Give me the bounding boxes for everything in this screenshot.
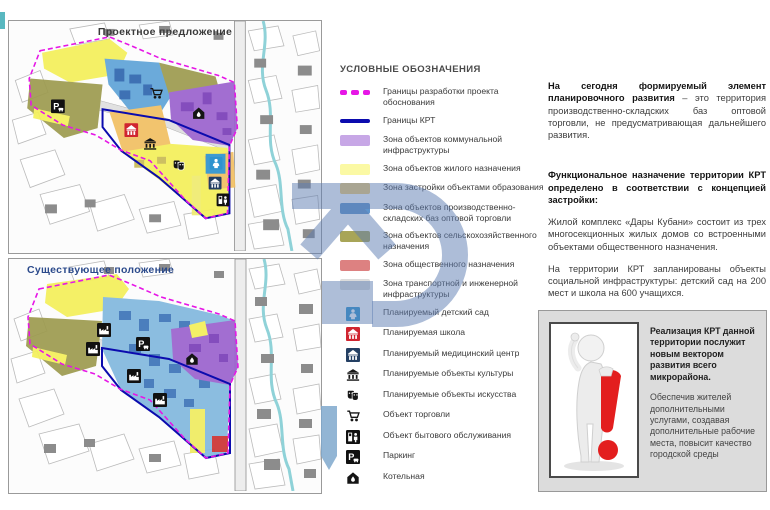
legend-item: Зона объектов коммунальной инфраструктуры xyxy=(340,134,548,156)
area-swatch xyxy=(340,279,370,290)
kindergarten-icon xyxy=(210,157,223,170)
solid-line-swatch xyxy=(340,119,370,123)
legend-item: Зона общественного назначения xyxy=(340,259,548,272)
map-project-proposal xyxy=(8,20,322,254)
factory-icon xyxy=(86,342,100,356)
exclamation-figure xyxy=(551,324,637,476)
map-existing-situation xyxy=(8,258,322,494)
callout-heading: Реализация КРТ данной территории послужит новым вектором развития всего микрорайона. xyxy=(650,326,755,382)
zone-public-red xyxy=(212,436,228,452)
legend-item: Зона объектов сельскохозяйственного назначения xyxy=(340,230,548,252)
art-icon xyxy=(346,389,360,403)
area-swatch xyxy=(340,164,370,175)
area-swatch xyxy=(340,260,370,271)
legend-item: Паркинг xyxy=(340,450,548,464)
callout-image xyxy=(549,322,639,478)
social-paragraph: На территории КРТ запланированы объекты социальной инфраструктуры: детский сад на 200 мест и школа на 600 учащихся. xyxy=(548,263,766,299)
dashed-line-swatch xyxy=(340,87,370,98)
kindergarten-icon xyxy=(346,307,360,321)
callout-box xyxy=(538,310,767,492)
parking-icon xyxy=(51,99,65,113)
parking-icon xyxy=(136,337,150,351)
legend-item: Планируемые объекты культуры xyxy=(340,368,548,382)
culture-icon xyxy=(346,368,360,382)
legend-item: Границы КРТ xyxy=(340,115,548,128)
corner-mark xyxy=(0,12,5,29)
area-swatch xyxy=(340,231,370,242)
legend-item: Планируемый детский сад xyxy=(340,307,548,321)
area-swatch xyxy=(340,135,370,146)
legend-item: Планируемая школа xyxy=(340,327,548,341)
legend-item: Границы разработки проекта обоснования xyxy=(340,86,548,108)
school-icon xyxy=(346,327,360,341)
factory-icon xyxy=(153,393,167,407)
factory-icon xyxy=(97,323,111,337)
school-icon xyxy=(124,123,138,137)
callout-body: Обеспечив жителей дополнительными услугами, создавая дополнительные рабочие места, повысит качество городской среды xyxy=(650,392,756,460)
legend-item: Котельная xyxy=(340,471,548,485)
legend-item: Планируемый медицинский центр xyxy=(340,348,548,362)
area-swatch xyxy=(340,183,370,194)
factory-icon xyxy=(127,369,141,383)
legend-item: Зона объектов жилого назначения xyxy=(340,163,548,176)
legend-item: Зона транспортной и инженерной инфраструктуры xyxy=(340,278,548,300)
intro-paragraph: На сегодня формируемый элемент планировочного развития – это территория производственно-складских баз оптовой торговли, не предусматривающая дальнейшего развития. xyxy=(548,81,766,141)
legend-item: Планируемые объекты искусства xyxy=(340,389,548,403)
legend-title: УСЛОВНЫЕ ОБОЗНАЧЕНИЯ xyxy=(340,64,481,75)
medical-center-icon xyxy=(209,177,222,190)
map-title-proposal: Проектное предложение xyxy=(97,26,233,38)
trade-icon xyxy=(346,409,360,423)
legend-item: Зона объектов производственно-складских баз оптовой торговли xyxy=(340,202,548,224)
decorative-arrow xyxy=(321,406,337,470)
legend-item: Зона застройки объектами образования xyxy=(340,182,548,195)
callout-text xyxy=(650,322,756,480)
medical-center-icon xyxy=(346,348,360,362)
legend-item: Объект торговли xyxy=(340,409,548,423)
legend xyxy=(340,64,548,491)
legend-item: Объект бытового обслуживания xyxy=(340,430,548,444)
household-service-icon xyxy=(346,430,360,444)
function-heading: Функциональное назначение территории КРТ определено в соответствии с концепцией застройки: xyxy=(548,170,766,205)
complex-paragraph: Жилой комплекс «Дары Кубани» состоит из трех многосекционных жилых домов со встроенными объектами общественного назначения. xyxy=(548,217,766,252)
area-swatch xyxy=(340,203,370,214)
boiler-house-icon xyxy=(346,471,360,485)
right-panel xyxy=(548,80,766,310)
household-service-icon xyxy=(217,194,230,207)
parking-icon xyxy=(346,450,360,464)
map-title-existing: Существующее положение xyxy=(27,264,175,276)
